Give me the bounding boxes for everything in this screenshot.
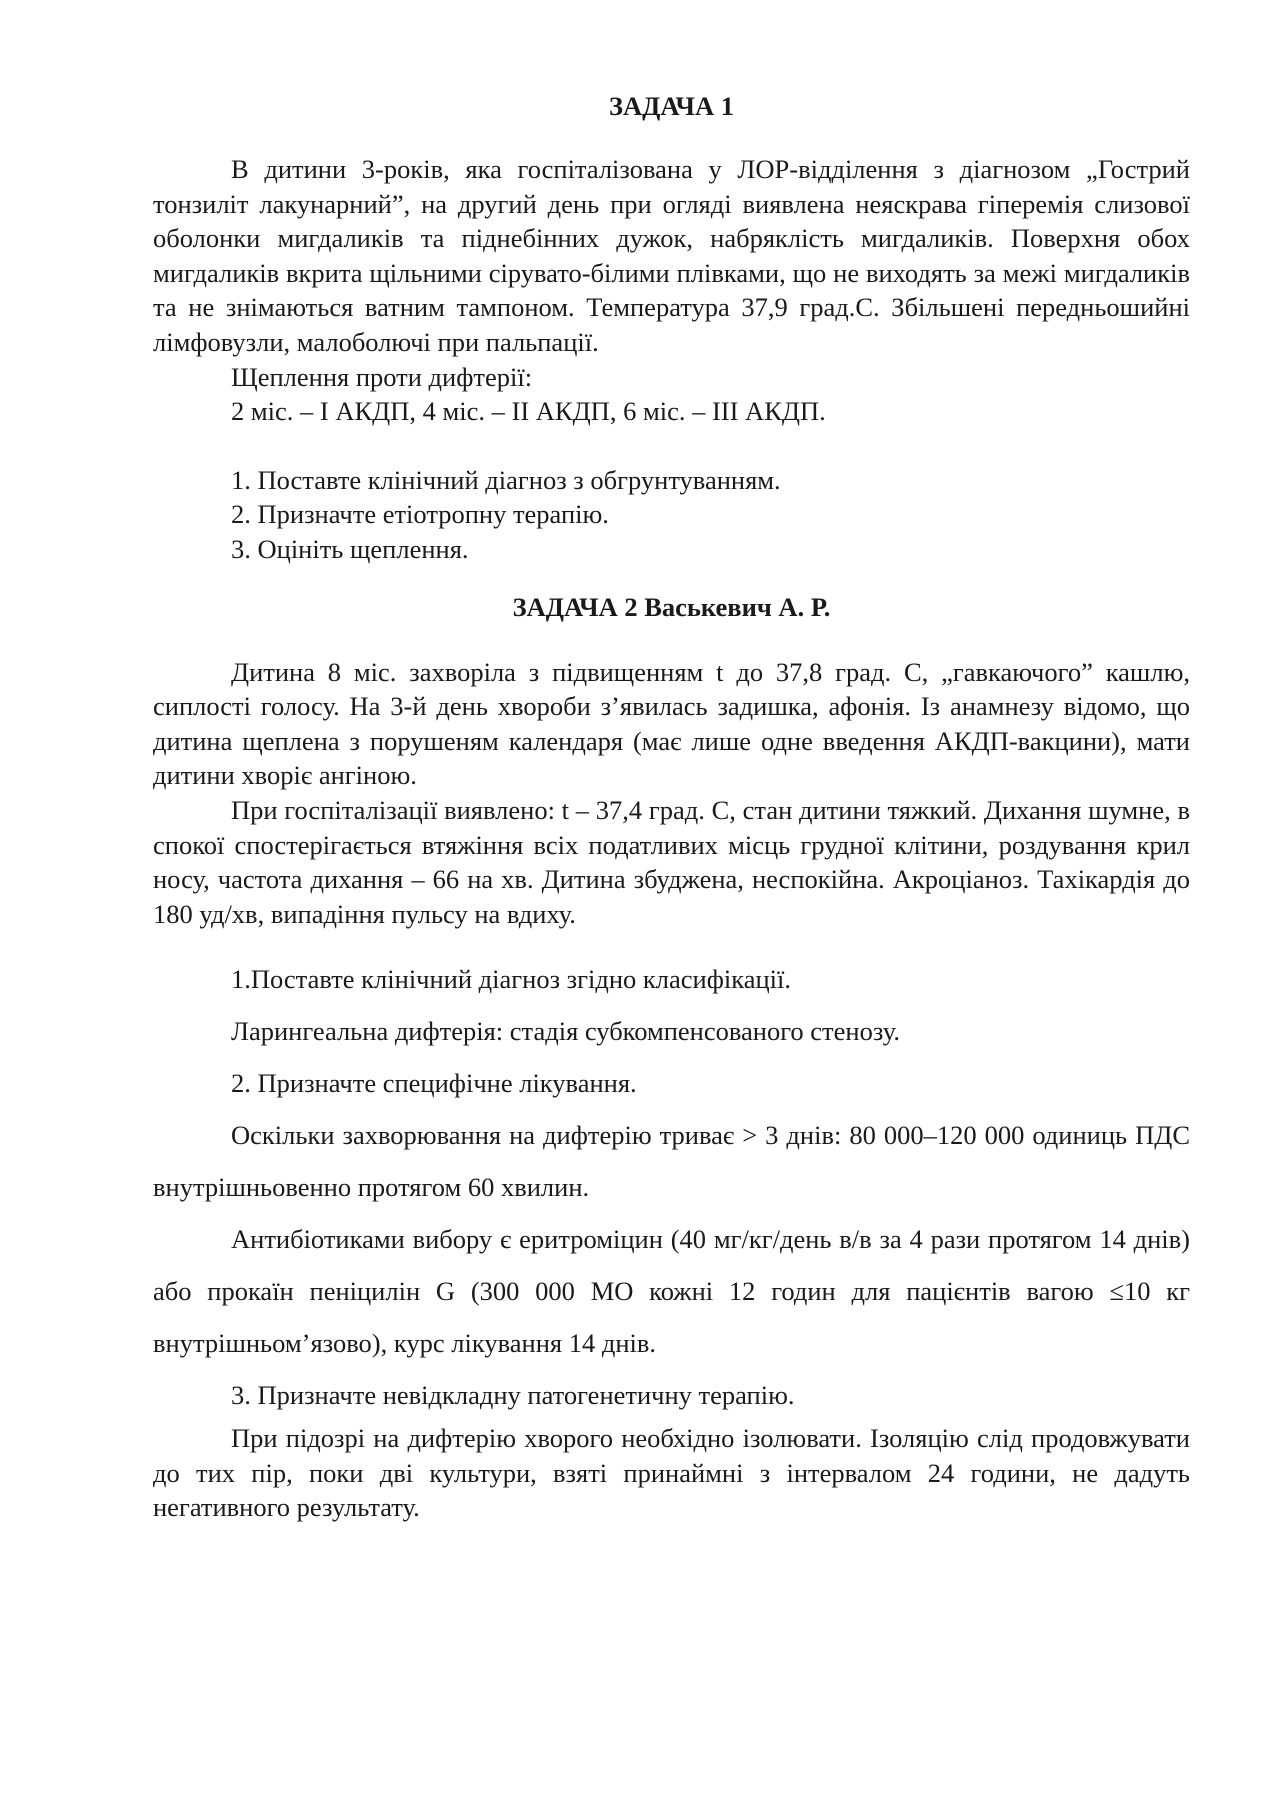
task1-question-1: 1. Поставте клінічний діагноз з обгрунтуванням.: [231, 464, 781, 495]
task1-vaccination-label: Щеплення проти дифтерії:: [231, 361, 533, 392]
task2-paragraph-2: При госпіталізації виявлено: t – 37,4 град. С, стан дитини тяжкий. Дихання шумне, в спокої спостерігається втяжіння всіх податливих місць грудної клітини, роздування крил носу, частота дихання – 66 на хв. Дитина збуджена, неспокійна. Акроціаноз. Тахікардія до 180 уд/хв, випадіння пульсу на вдиху.: [153, 794, 1190, 929]
task2-question-2: 2. Призначте специфічне лікування.: [231, 1068, 637, 1099]
task2-question-1: 1.Поставте клінічний діагноз згідно класифікації.: [231, 964, 792, 995]
task1-title: ЗАДАЧА 1: [609, 91, 734, 121]
task2-question-3: 3. Призначте невідкладну патогенетичну терапію.: [231, 1380, 795, 1411]
task2-answer-2-part-2: Антибіотиками вибору є еритроміцин (40 мг/кг/день в/в за 4 рази протягом 14 днів) або прокаїн пеніцилін G (300 000 МО кожні 12 годин для пацієнтів вагою ≤10 кг внутрішньом’язово), курс лікування 14 днів.: [153, 1224, 1190, 1359]
task1-paragraph: В дитини 3-років, яка госпіталізована у ЛОР-відділення з діагнозом „Гострий тонзиліт лакунарний”, на другий день при огляді виявлена неяскрава гіперемія слизової оболонки мигдаликів та піднебінних дужок, набряклість мигдаликів. Поверхня обох мигдаликів вкрита щільними сірувато-білими плівками, що не виходять за межі мигдаликів та не знімаються ватним тампоном. Температура 37,9 град.С. Збільшені передньошийні лімфовузли, малоболючі при пальпації.: [153, 154, 1190, 357]
document-page: [153, 88, 1190, 1525]
task1-question-3: 3. Оцініть щеплення.: [231, 533, 469, 564]
task2-answer-2-part-1: Оскільки захворювання на дифтерію триває > 3 днів: 80 000–120 000 одиниць ПДС внутрішньовенно протягом 60 хвилин.: [153, 1120, 1190, 1203]
task2-paragraph-1: Дитина 8 міс. захворіла з підвищенням t до 37,8 град. С, „гавкаючого” кашлю, сиплості голосу. На 3-й день хвороби з’явилась задишка, афонія. Із анамнезу відомо, що дитина щеплена з порушеням календаря (має лише одне введення АКДП-вакцини), мати дитини хворіє ангіною.: [153, 656, 1190, 791]
task1-question-2: 2. Призначте етіотропну терапію.: [231, 499, 609, 530]
task1-vaccination-schedule: 2 міс. – І АКДП, 4 міс. – ІІ АКДП, 6 міс. – ІІІ АКДП.: [231, 396, 826, 427]
task2-answer-3: При підозрі на дифтерію хворого необхідно ізолювати. Ізоляцію слід продовжувати до тих пір, поки дві культури, взяті принаймні з інтервалом 24 години, не дадуть негативного результату.: [153, 1423, 1190, 1523]
task2-title: ЗАДАЧА 2 Васькевич А. Р.: [512, 591, 831, 622]
task2-answer-1: Ларингеальна дифтерія: стадія субкомпенсованого стенозу.: [231, 1016, 900, 1047]
